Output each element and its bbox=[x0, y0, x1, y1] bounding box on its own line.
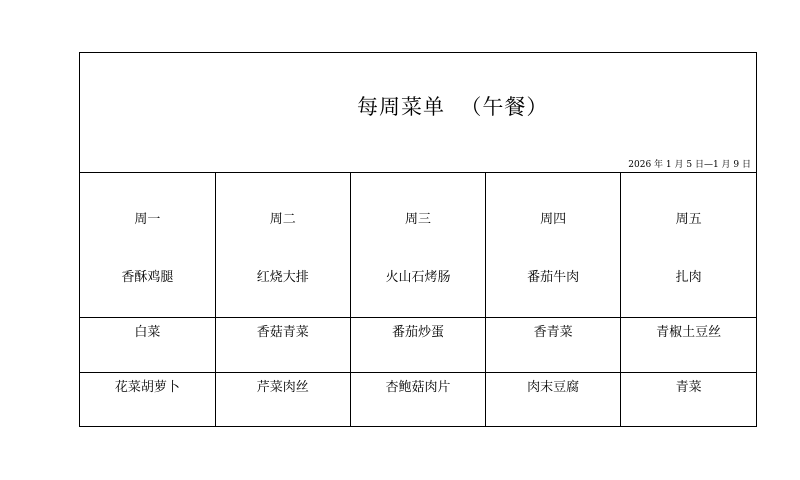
dish-name: 芹菜肉丝 bbox=[256, 380, 309, 396]
dish-name: 香青菜 bbox=[533, 325, 573, 340]
dish-cell bbox=[621, 262, 756, 317]
dish-cell bbox=[215, 317, 350, 372]
dish-name: 番茄牛肉 bbox=[527, 269, 580, 285]
table-row bbox=[80, 262, 756, 317]
day-header-thu: 周四 bbox=[486, 173, 621, 262]
dish-name: 香酥鸡腿 bbox=[121, 269, 174, 285]
date-range: 2026 年 1 月 5 日—1 月 9 日 bbox=[628, 160, 751, 170]
day-header-wed: 周三 bbox=[350, 173, 485, 262]
day-header-tue: 周二 bbox=[215, 173, 350, 262]
day-header-row bbox=[80, 173, 756, 262]
dish-name: 花菜胡萝卜 bbox=[114, 380, 180, 396]
dish-cell bbox=[486, 317, 621, 372]
dish-name: 香菇青菜 bbox=[256, 325, 309, 340]
dish-cell bbox=[486, 262, 621, 317]
dish-cell bbox=[80, 372, 215, 427]
dish-name: 番茄炒蛋 bbox=[391, 325, 444, 340]
dish-cell bbox=[621, 317, 756, 372]
dish-cell bbox=[215, 262, 350, 317]
dish-cell bbox=[350, 317, 485, 372]
dish-name: 青椒土豆丝 bbox=[656, 325, 722, 340]
dish-cell bbox=[621, 372, 756, 427]
dish-name: 杏鲍菇肉片 bbox=[385, 380, 451, 396]
menu-table bbox=[80, 173, 756, 427]
dish-name: 扎肉 bbox=[675, 269, 702, 285]
menu-sheet bbox=[79, 52, 757, 427]
menu-header bbox=[80, 53, 756, 173]
day-header-mon: 周一 bbox=[80, 173, 215, 262]
dish-cell bbox=[80, 317, 215, 372]
dish-name: 青菜 bbox=[675, 380, 702, 396]
dish-name: 红烧大排 bbox=[256, 269, 309, 285]
dish-cell bbox=[486, 372, 621, 427]
dish-cell bbox=[350, 372, 485, 427]
table-row bbox=[80, 372, 756, 427]
dish-cell bbox=[215, 372, 350, 427]
dish-name: 火山石烤肠 bbox=[385, 269, 451, 285]
table-row bbox=[80, 317, 756, 372]
dish-cell bbox=[350, 262, 485, 317]
dish-name: 白菜 bbox=[134, 325, 161, 340]
day-header-fri: 周五 bbox=[675, 212, 702, 227]
dish-name: 肉末豆腐 bbox=[527, 380, 580, 396]
dish-cell bbox=[80, 262, 215, 317]
page-title: 每周菜单 （午餐） bbox=[357, 95, 549, 119]
